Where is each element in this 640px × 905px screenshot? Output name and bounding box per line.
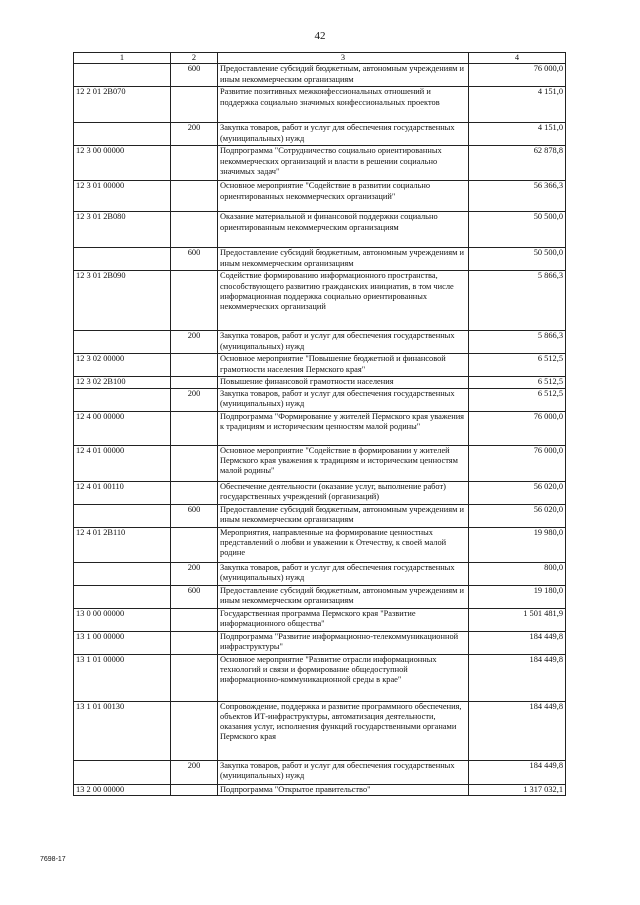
row-code-cell: 12 3 01 2В090 — [74, 271, 171, 331]
row-expense-type-cell — [171, 411, 218, 445]
table-header-row — [74, 53, 566, 64]
budget-table — [73, 52, 566, 796]
row-sum-cell: 19 980,0 — [469, 527, 566, 562]
row-sum-cell: 4 151,0 — [469, 123, 566, 146]
row-sum-cell: 184 449,8 — [469, 654, 566, 701]
table-row — [74, 123, 566, 146]
row-sum-cell: 6 512,5 — [469, 354, 566, 377]
row-expense-type-cell — [171, 654, 218, 701]
row-sum-cell: 50 500,0 — [469, 248, 566, 271]
row-code-cell — [74, 64, 171, 87]
row-expense-type-cell — [171, 377, 218, 388]
row-name-cell: Закупка товаров, работ и услуг для обеспечения государственных (муниципальных) нужд — [218, 123, 469, 146]
row-code-cell: 12 3 01 00000 — [74, 181, 171, 212]
row-code-cell: 13 0 00 00000 — [74, 608, 171, 631]
row-name-cell: Закупка товаров, работ и услуг для обеспечения государственных (муниципальных) нужд — [218, 331, 469, 354]
table-row — [74, 504, 566, 527]
table-row — [74, 377, 566, 388]
row-code-cell — [74, 331, 171, 354]
row-code-cell: 12 4 01 00110 — [74, 481, 171, 504]
table-row — [74, 248, 566, 271]
row-sum-cell: 184 449,8 — [469, 760, 566, 784]
row-code-cell — [74, 388, 171, 411]
row-sum-cell: 184 449,8 — [469, 701, 566, 760]
row-name-cell: Обеспечение деятельности (оказание услуг, выполнение работ) государственных учреждений (организаций) — [218, 481, 469, 504]
header-col-1: 1 — [74, 53, 171, 64]
row-expense-type-cell: 200 — [171, 123, 218, 146]
row-name-cell: Закупка товаров, работ и услуг для обеспечения государственных (муниципальных) нужд — [218, 388, 469, 411]
table-row — [74, 784, 566, 795]
row-name-cell: Закупка товаров, работ и услуг для обеспечения государственных (муниципальных) нужд — [218, 562, 469, 585]
row-name-cell: Мероприятия, направленные на формирование ценностных представлений о любви и уважении к Отечеству, к своей малой родине — [218, 527, 469, 562]
row-sum-cell: 50 500,0 — [469, 212, 566, 248]
row-code-cell — [74, 123, 171, 146]
row-expense-type-cell: 600 — [171, 248, 218, 271]
table-row — [74, 212, 566, 248]
table-row — [74, 562, 566, 585]
table-row — [74, 271, 566, 331]
row-expense-type-cell — [171, 481, 218, 504]
row-name-cell: Основное мероприятие "Содействие в формировании у жителей Пермского края уважения к традициям и историческим ценностям малой родины" — [218, 445, 469, 481]
row-name-cell: Содействие формированию информационного пространства, способствующего развитию гражданских инициатив, в том числе информационная поддержка социально ориентированных некоммерческих организаций — [218, 271, 469, 331]
row-code-cell: 12 3 01 2В080 — [74, 212, 171, 248]
row-code-cell: 12 3 02 00000 — [74, 354, 171, 377]
row-name-cell: Повышение финансовой грамотности населения — [218, 377, 469, 388]
row-sum-cell: 5 866,3 — [469, 331, 566, 354]
row-name-cell: Предоставление субсидий бюджетным, автономным учреждениям и иным некоммерческим организациям — [218, 504, 469, 527]
row-name-cell: Предоставление субсидий бюджетным, автономным учреждениям и иным некоммерческим организациям — [218, 585, 469, 608]
row-expense-type-cell — [171, 354, 218, 377]
header-col-3: 3 — [218, 53, 469, 64]
row-expense-type-cell: 600 — [171, 585, 218, 608]
row-sum-cell: 184 449,8 — [469, 631, 566, 654]
row-expense-type-cell: 600 — [171, 64, 218, 87]
table-row — [74, 701, 566, 760]
row-code-cell: 13 2 00 00000 — [74, 784, 171, 795]
row-sum-cell: 4 151,0 — [469, 87, 566, 123]
header-col-2: 2 — [171, 53, 218, 64]
table-row — [74, 331, 566, 354]
row-code-cell: 12 2 01 2В070 — [74, 87, 171, 123]
row-name-cell: Основное мероприятие "Содействие в развитии социально ориентированных некоммерческих организаций" — [218, 181, 469, 212]
row-sum-cell: 1 501 481,9 — [469, 608, 566, 631]
row-name-cell: Развитие позитивных межконфессиональных отношений и поддержка социально значимых конфессиональных проектов — [218, 87, 469, 123]
row-sum-cell: 6 512,5 — [469, 377, 566, 388]
table-row — [74, 481, 566, 504]
row-name-cell: Закупка товаров, работ и услуг для обеспечения государственных (муниципальных) нужд — [218, 760, 469, 784]
header-col-4: 4 — [469, 53, 566, 64]
table-row — [74, 354, 566, 377]
page-number: 42 — [314, 30, 326, 42]
row-expense-type-cell — [171, 87, 218, 123]
row-expense-type-cell: 200 — [171, 562, 218, 585]
table-row — [74, 87, 566, 123]
row-expense-type-cell: 200 — [171, 760, 218, 784]
row-code-cell — [74, 562, 171, 585]
row-expense-type-cell — [171, 181, 218, 212]
row-code-cell: 13 1 00 00000 — [74, 631, 171, 654]
row-name-cell: Подпрограмма "Открытое правительство" — [218, 784, 469, 795]
row-expense-type-cell: 200 — [171, 388, 218, 411]
table-row — [74, 146, 566, 181]
row-code-cell: 12 4 01 00000 — [74, 445, 171, 481]
table-row — [74, 608, 566, 631]
row-expense-type-cell — [171, 701, 218, 760]
row-code-cell: 13 1 01 00000 — [74, 654, 171, 701]
row-name-cell: Подпрограмма "Сотрудничество социально ориентированных некоммерческих организаций и власти в решении социально значимых задач" — [218, 146, 469, 181]
row-expense-type-cell — [171, 212, 218, 248]
row-code-cell: 12 4 00 00000 — [74, 411, 171, 445]
row-sum-cell: 76 000,0 — [469, 445, 566, 481]
table-row — [74, 631, 566, 654]
row-sum-cell: 76 000,0 — [469, 411, 566, 445]
row-code-cell — [74, 585, 171, 608]
row-sum-cell: 56 020,0 — [469, 504, 566, 527]
row-expense-type-cell — [171, 146, 218, 181]
row-sum-cell: 76 000,0 — [469, 64, 566, 87]
row-expense-type-cell — [171, 784, 218, 795]
row-sum-cell: 56 020,0 — [469, 481, 566, 504]
row-sum-cell: 19 180,0 — [469, 585, 566, 608]
row-code-cell — [74, 248, 171, 271]
row-code-cell — [74, 504, 171, 527]
row-sum-cell: 5 866,3 — [469, 271, 566, 331]
table-row — [74, 654, 566, 701]
table-body — [74, 64, 566, 796]
table-row — [74, 388, 566, 411]
row-sum-cell: 800,0 — [469, 562, 566, 585]
row-name-cell: Оказание материальной и финансовой поддержки социально ориентированным некоммерческим организациям — [218, 212, 469, 248]
row-expense-type-cell: 200 — [171, 331, 218, 354]
row-sum-cell: 62 878,8 — [469, 146, 566, 181]
row-expense-type-cell — [171, 445, 218, 481]
row-code-cell: 12 3 02 2В100 — [74, 377, 171, 388]
row-name-cell: Основное мероприятие "Повышение бюджетной и финансовой грамотности населения Пермского края" — [218, 354, 469, 377]
table-row — [74, 411, 566, 445]
row-expense-type-cell — [171, 271, 218, 331]
row-code-cell: 13 1 01 00130 — [74, 701, 171, 760]
row-name-cell: Подпрограмма "Формирование у жителей Пермского края уважения к традициям и историческим ценностям малой родины" — [218, 411, 469, 445]
row-sum-cell: 56 366,3 — [469, 181, 566, 212]
row-name-cell: Подпрограмма "Развитие информационно-телекоммуникационной инфраструктуры" — [218, 631, 469, 654]
row-code-cell — [74, 760, 171, 784]
row-name-cell: Государственная программа Пермского края "Развитие информационного общества" — [218, 608, 469, 631]
row-expense-type-cell: 600 — [171, 504, 218, 527]
row-sum-cell: 6 512,5 — [469, 388, 566, 411]
row-expense-type-cell — [171, 527, 218, 562]
table-row — [74, 760, 566, 784]
row-code-cell: 12 4 01 2В110 — [74, 527, 171, 562]
row-name-cell: Основное мероприятие "Развитие отрасли информационных технологий и связи и формирование общедоступной информационно-коммуникационной среды в крае" — [218, 654, 469, 701]
table-row — [74, 181, 566, 212]
table-row — [74, 64, 566, 87]
row-name-cell: Сопровождение, поддержка и развитие программного обеспечения, объектов ИТ-инфраструктуры, автоматизация деятельности, оказания услуг, исполнения функций государственными органами Пермского края — [218, 701, 469, 760]
row-expense-type-cell — [171, 608, 218, 631]
table-row — [74, 445, 566, 481]
row-sum-cell: 1 317 032,1 — [469, 784, 566, 795]
row-code-cell: 12 3 00 00000 — [74, 146, 171, 181]
row-name-cell: Предоставление субсидий бюджетным, автономным учреждениям и иным некоммерческим организациям — [218, 64, 469, 87]
row-name-cell: Предоставление субсидий бюджетным, автономным учреждениям и иным некоммерческим организациям — [218, 248, 469, 271]
row-expense-type-cell — [171, 631, 218, 654]
table-row — [74, 527, 566, 562]
document-code: 7698-17 — [40, 856, 66, 863]
table-row — [74, 585, 566, 608]
